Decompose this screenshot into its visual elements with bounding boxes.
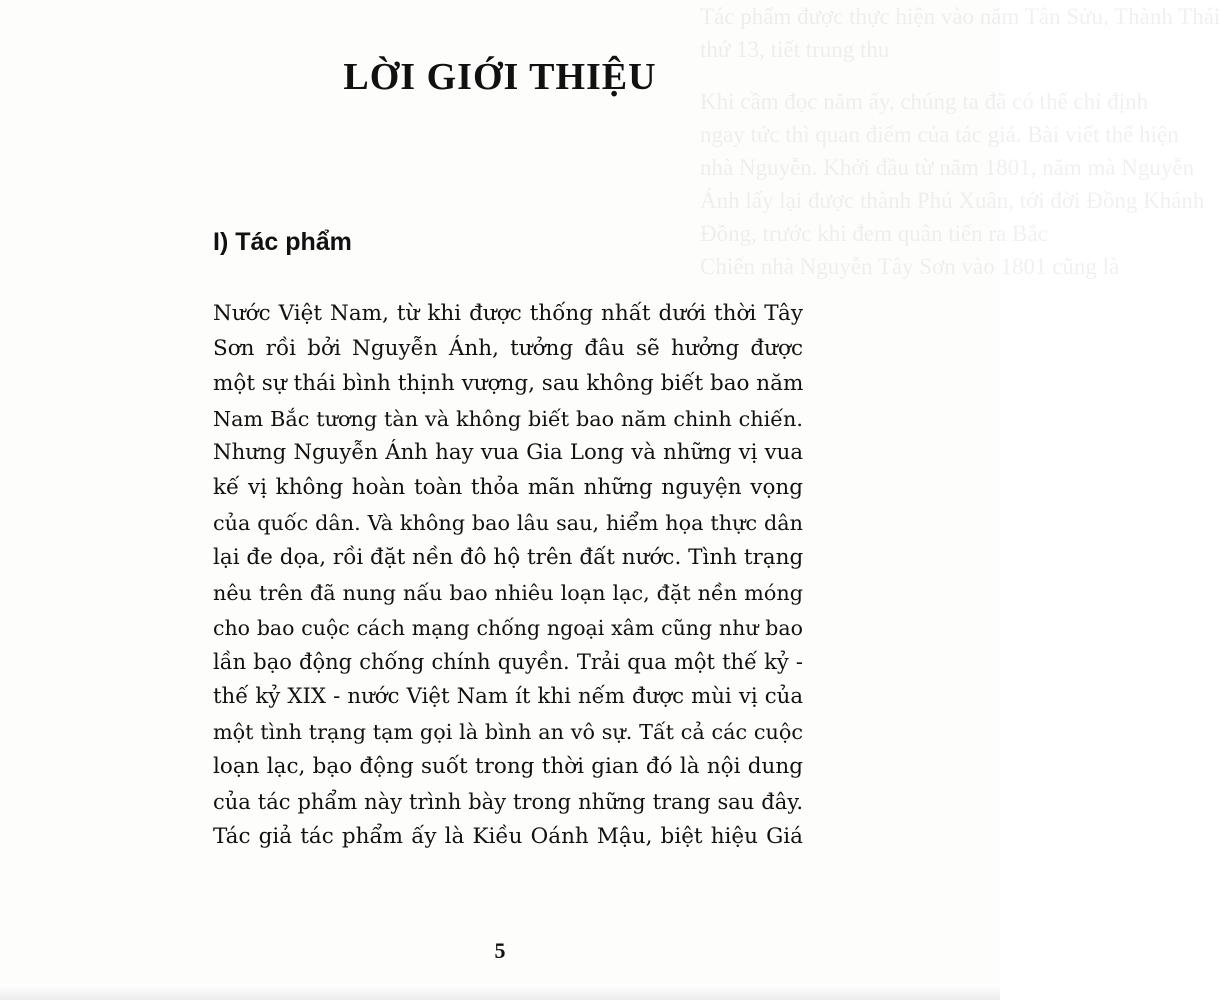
paragraph-line: Sơn rồi bởi Nguyễn Ánh, tưởng đâu sẽ hưởng được	[213, 335, 803, 361]
paragraph-line: Nam Bắc tương tàn và không biết bao năm chinh chiến.	[213, 406, 803, 431]
paragraph-line: của tác phẩm này trình bày trong những trang sau đây.	[213, 789, 803, 814]
paragraph-line: của quốc dân. Và không bao lâu sau, hiểm họa thực dân	[213, 511, 803, 536]
section-heading: I) Tác phẩm	[213, 228, 352, 256]
paragraph-line: một sự thái bình thịnh vượng, sau không biết bao năm	[213, 370, 804, 396]
paragraph-line: một tình trạng tạm gọi là bình an vô sự. Tất cả các cuộc	[213, 720, 803, 745]
page-edge-shadow	[0, 985, 1000, 1000]
paragraph-line: kế vị không hoàn toàn thỏa mãn những nguyện vọng	[213, 475, 803, 501]
paragraph-line: lại đe dọa, rồi đặt nền đô hộ trên đất nước. Tình trạng	[213, 544, 804, 570]
show-through-text: Tác phẩm được thực hiện vào năm Tân Sửu, Thành Thái thứ 13, tiết trung thu Khi cầm đọc năm ấy, chúng ta đã có thể chỉ định ngay tức thì quan điểm của tác giả. Bài viết thể hiện nhà Nguyễn. Khởi đầu từ năm 1801, năm mà Nguyễn Ánh lấy lại được thành Phú Xuân, tới đời Đồng Khánh Đồng, trước khi đem quân tiến ra Bắc Chiến nhà Nguyễn Tây Sơn vào 1801 cũng là	[700, 4, 1220, 279]
body-paragraph	[213, 297, 803, 855]
paragraph-line: lần bạo động chống chính quyền. Trải qua một thế kỷ -	[213, 650, 803, 675]
paragraph-line: cho bao cuộc cách mạng chống ngoại xâm cũng như bao	[213, 615, 803, 640]
paragraph-line: Tác giả tác phẩm ấy là Kiều Oánh Mậu, biệt hiệu Giá	[213, 823, 803, 849]
paragraph-line: loạn lạc, bạo động suốt trong thời gian đó là nội dung	[213, 753, 803, 779]
paragraph-line: thế kỷ XIX - nước Việt Nam ít khi nếm được mùi vị của	[213, 684, 803, 710]
page-number: 5	[494, 938, 506, 963]
paragraph-line: nêu trên đã nung nấu bao nhiêu loạn lạc, đặt nền móng	[213, 580, 803, 605]
paragraph-line: Nước Việt Nam, từ khi được thống nhất dưới thời Tây	[213, 301, 803, 326]
paragraph-line: Nhưng Nguyễn Ánh hay vua Gia Long và những vị vua	[213, 440, 803, 466]
page-title: LỜI GIỚI THIỆU	[343, 56, 657, 98]
